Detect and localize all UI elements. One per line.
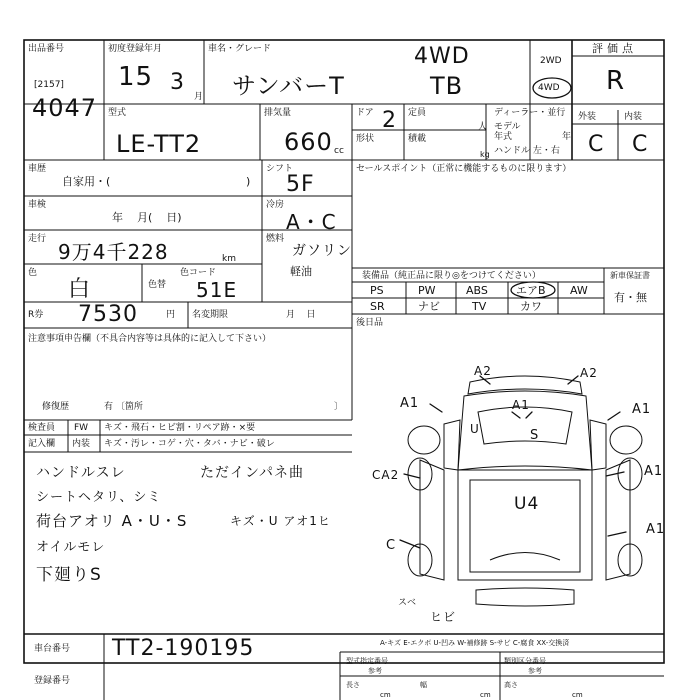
mark-a2-front-right: A2 xyxy=(580,366,598,380)
fuel-label: 燃料 xyxy=(266,234,285,244)
ac-value: A・C xyxy=(286,210,337,234)
after-items-label: 後日品 xyxy=(356,318,384,328)
note-line-3: 荷台アオリ A・U・S xyxy=(36,512,188,530)
length-label: 長さ xyxy=(346,681,360,689)
equipment-label: 装備品（純正品に限り◎をつけてください） xyxy=(362,271,541,281)
car-name: サンバーT xyxy=(232,72,345,100)
warranty-value: 有・無 xyxy=(614,291,647,304)
name-label: 車名・グレード xyxy=(208,44,272,54)
model-value: LE-TT2 xyxy=(116,130,202,158)
fuel-diesel: 軽油 xyxy=(290,265,312,278)
note-right-1: ただインパネ曲 xyxy=(200,465,305,481)
first-reg-month: 3 xyxy=(170,70,185,95)
mark-a2-front-left: A2 xyxy=(474,364,492,378)
month-unit: 月 xyxy=(194,92,204,102)
note-line-2: シートヘタリ、シミ xyxy=(36,490,162,505)
grade: TB xyxy=(430,72,464,100)
class-ref: 参考 xyxy=(528,667,542,675)
name-change-label: 名変期限 xyxy=(192,310,229,320)
year-label: 年式 xyxy=(494,132,513,142)
interior-check-label: 内装 xyxy=(72,439,91,449)
interior-items: キズ・汚レ・コゲ・穴・タバ・ナビ・破レ xyxy=(104,439,275,449)
type-cert-label: 型式指定番号 xyxy=(346,657,388,665)
capacity-label: 定員 xyxy=(408,108,427,118)
repair-value: 有 〔箇所 xyxy=(104,402,143,412)
interior-grade: C xyxy=(632,132,649,157)
mark-ca2-left: CA2 xyxy=(372,468,400,482)
note-right-2: キズ・U アオ1ヒ xyxy=(230,514,331,528)
displacement-label: 排気量 xyxy=(264,108,292,118)
equip-aw: AW xyxy=(570,284,588,297)
mileage-value: 9万4千228 xyxy=(58,240,169,264)
mark-s-cab: S xyxy=(530,428,540,443)
drive-4wd: 4WD xyxy=(414,44,470,69)
mark-a1-windshield: A1 xyxy=(512,398,530,412)
equip-tv: TV xyxy=(472,300,487,313)
name-change-value: 月 日 xyxy=(286,310,316,320)
type-cert-ref: 参考 xyxy=(368,667,382,675)
note-line-5: 下廻りS xyxy=(36,565,102,585)
year-unit: 年 xyxy=(562,132,572,142)
equip-pw: PW xyxy=(418,284,436,297)
class-label: 類別区分番号 xyxy=(504,657,546,665)
score-label: 評価点 xyxy=(592,42,637,55)
chassis-label: 車台番号 xyxy=(34,644,71,654)
entry-label: 記入欄 xyxy=(28,439,56,449)
color-label: 色 xyxy=(28,268,38,278)
persons-unit: 人 xyxy=(478,122,488,132)
shape-label: 形状 xyxy=(356,134,375,144)
width-label: 幅 xyxy=(420,681,427,689)
plate-label: 登録番号 xyxy=(34,676,71,686)
equip-sr: SR xyxy=(370,300,385,313)
note-line-4: オイルモレ xyxy=(36,540,106,555)
length-unit: cm xyxy=(380,691,391,699)
first-reg-year: 15 xyxy=(118,62,154,92)
history-close: ) xyxy=(246,175,251,188)
km-unit: km xyxy=(222,254,236,264)
handle-label: ハンドル 左・右 xyxy=(494,146,560,156)
height-unit: cm xyxy=(572,691,583,699)
interior-label: 内装 xyxy=(624,112,643,122)
history-label: 車歴 xyxy=(28,164,47,174)
recycle-value: 7530 xyxy=(78,302,138,327)
caution-label: 注意事項申告欄（不具合内容等は具体的に記入して下さい） xyxy=(28,334,272,344)
equip-leather: カワ xyxy=(520,300,542,313)
kg-unit: kg xyxy=(480,150,490,159)
mark-slide: スベ xyxy=(398,598,417,608)
mark-c-left-rear: C xyxy=(386,538,397,553)
model-label: 型式 xyxy=(108,108,127,118)
fw-label: FW xyxy=(74,423,89,433)
inspection-value: 年 月( 日) xyxy=(112,211,182,224)
mileage-label: 走行 xyxy=(28,234,47,244)
fw-items: キズ・飛石・ヒビ割・リペア跡・×要 xyxy=(104,423,256,433)
inspection-label: 車検 xyxy=(28,200,47,210)
note-line-1: ハンドルスレ xyxy=(36,465,126,481)
shift-value: 5F xyxy=(286,172,315,197)
lot-label: 出品番号 xyxy=(28,44,65,54)
mark-a1-right-rear: A1 xyxy=(646,522,666,537)
color-no-label: 色替 xyxy=(148,280,167,290)
lot-number: 4047 xyxy=(32,94,98,122)
displacement-value: 660 xyxy=(284,128,333,156)
repair-label: 修復歴 xyxy=(42,402,70,412)
equip-airbag: エアB xyxy=(516,284,546,297)
color-code-label: 色コード xyxy=(180,268,217,278)
score: R xyxy=(606,66,626,96)
doors-value: 2 xyxy=(382,108,397,133)
equip-navi: ナビ xyxy=(418,300,440,313)
damage-legend: A-キズ E-エクボ U-凹み W-補修跡 S-サビ C-腐食 XX-交換済 xyxy=(380,639,570,647)
dealer-label: ディーラー・並行 xyxy=(494,108,566,118)
ac-label: 冷房 xyxy=(266,200,285,210)
doors-label: ドア xyxy=(356,108,374,118)
color-value: 白 xyxy=(68,277,92,302)
lot-small: [2157] xyxy=(34,80,64,90)
exterior-label: 外装 xyxy=(578,112,597,122)
equip-abs: ABS xyxy=(466,284,488,297)
option-2wd: 2WD xyxy=(540,56,562,66)
load-label: 積載 xyxy=(408,134,427,144)
mark-a1-right-side: A1 xyxy=(644,464,664,479)
chassis-number: TT2-190195 xyxy=(112,636,255,661)
inspector-label: 検査員 xyxy=(28,423,56,433)
new-car-warranty-label: 新車保証書 xyxy=(610,271,650,280)
equip-ps: PS xyxy=(370,284,384,297)
mark-u-cab: U xyxy=(470,422,480,436)
color-code: 51E xyxy=(196,278,238,302)
exterior-grade: C xyxy=(588,132,605,157)
mark-crack: ヒビ xyxy=(430,610,457,624)
height-label: 高さ xyxy=(504,681,518,689)
mark-a1-left-door: A1 xyxy=(400,396,420,411)
cc-unit: cc xyxy=(334,146,344,156)
mark-a1-right-door: A1 xyxy=(632,402,652,417)
width-unit: cm xyxy=(480,691,491,699)
recycle-label: R券 xyxy=(28,310,44,320)
mark-u4-bed: U4 xyxy=(514,494,540,514)
sales-label: セールスポイント（正常に機能するものに限ります） xyxy=(356,164,572,174)
option-4wd: 4WD xyxy=(538,83,560,93)
repair-close: 〕 xyxy=(334,402,344,412)
history-value: 自家用・( xyxy=(62,175,111,188)
model-year-label: モデル xyxy=(494,122,521,132)
shift-label: シフト xyxy=(266,164,294,174)
fuel-gas: ガソリン xyxy=(292,243,352,259)
yen-unit: 円 xyxy=(166,310,176,320)
first-reg-label: 初度登録年月 xyxy=(108,44,163,54)
